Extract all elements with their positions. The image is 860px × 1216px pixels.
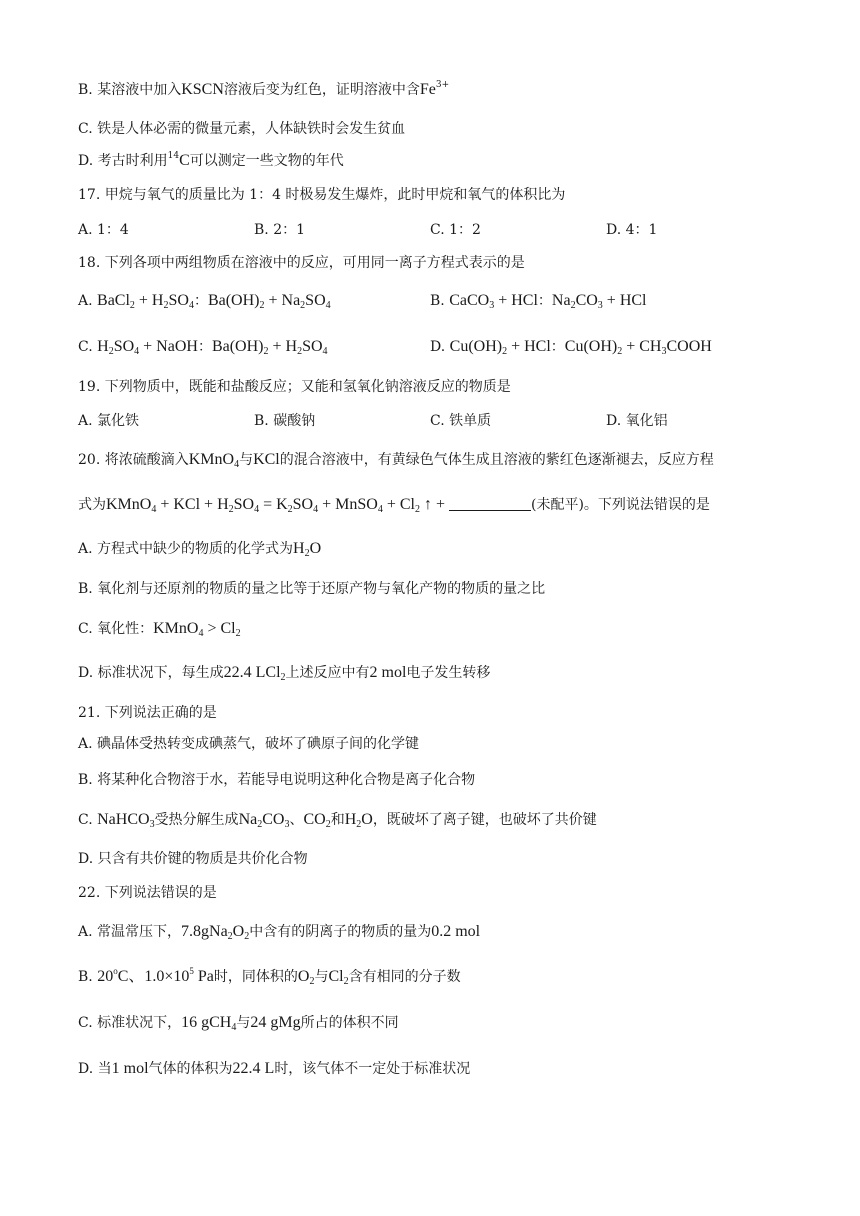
formula: BaCl$_2$ + $H_2SO_4$ [97, 292, 194, 311]
q17-option-b: B. 2：1 [254, 222, 306, 238]
q21-stem: 21. 下列说法正确的是 [78, 705, 217, 721]
q17-option-a: A. 1：4 [78, 222, 129, 238]
q19-option-b: B. 碳酸钠 [254, 413, 316, 429]
q22-option-a: A. 常温常压下，$7.8gNa_2O_2$中含有的阴离子的物质的量为0.2 mol [78, 923, 481, 942]
q20-option-b: B. 氧化剂与还原剂的物质的量之比等于还原产物与氧化产物的物质的量之比 [78, 581, 546, 597]
q21-option-d: D. 只含有共价键的物质是共价化合物 [78, 851, 308, 867]
q21-option-c: C. NaHCO$_3$受热分解生成$Na_2CO_3$、$CO_2$和$H_2O$，既破坏了离子键，也破坏了共价键 [78, 811, 597, 830]
q19-option-c: C. 铁单质 [430, 413, 492, 429]
q21-option-a: A. 碘晶体受热转变成碘蒸气，破坏了碘原子间的化学键 [78, 736, 420, 752]
q21-option-b: B. 将某种化合物溶于水，若能导电说明这种化合物是离子化合物 [78, 772, 476, 788]
q18-stem: 18. 下列各项中两组物质在溶液中的反应，可用同一离子方程式表示的是 [78, 255, 525, 271]
q18-option-b: B. CaCO$_3$ + HCl：$Na_2CO_3$ + HCl [430, 292, 647, 311]
q22-option-c: C. 标准状况下，16 gCH$_4$与24 gMg所占的体积不同 [78, 1014, 399, 1033]
q19-option-d: D. 氧化铝 [606, 413, 668, 429]
q17-option-d: D. 4：1 [606, 222, 658, 238]
q17-stem: 17. 甲烷与氧气的质量比为 1：4 时极易发生爆炸，此时甲烷和氧气的体积比为 [78, 187, 566, 203]
q22-stem: 22. 下列说法错误的是 [78, 885, 217, 901]
equation: KMnO$_4$ + KCl + $H_2SO_4 = K_2SO_4$ + MnSO$_4$ + $Cl_2$ ↑ + [106, 496, 449, 515]
q19-option-a: A. 氯化铁 [78, 413, 140, 429]
q20-stem-line1: 20. 将浓硫酸滴入KMnO$_4$与KCl的混合溶液中，有黄绿色气体生成且溶液的紫红色逐渐褪去，反应方程 [78, 451, 714, 470]
q19-stem: 19. 下列物质中，既能和盐酸反应；又能和氢氧化钠溶液反应的物质是 [78, 379, 511, 395]
q20-option-a: A. 方程式中缺少的物质的化学式为$H_2O$ [78, 540, 322, 559]
answer-blank [449, 496, 531, 511]
q22-option-d: D. 当1 mol气体的体积为22.4 L时，该气体不一定处于标准状况 [78, 1060, 471, 1077]
q22-option-b: B. 20$^o$C、$1.0\times 10^5$ Pa时，同体积的$O_2$与$Cl_2$含有相同的分子数 [78, 966, 461, 987]
q17-option-c: C. 1：2 [430, 222, 481, 238]
q20-option-d: D. 标准状况下，每生成22.4 LCl$_2$上述反应中有2 mol电子发生转移 [78, 664, 491, 683]
q16-option-d: D. 考古时利用$^{14}$C可以测定一些文物的年代 [78, 151, 344, 169]
q16-option-c: C. 铁是人体必需的微量元素，人体缺铁时会发生贫血 [78, 121, 406, 137]
q20-option-c: C. 氧化性：KMnO$_4$ > $Cl_2$ [78, 620, 241, 639]
q16-option-b: B. 某溶液中加入KSCN溶液后变为红色，证明溶液中含$Fe^{3+}$ [78, 80, 450, 98]
q18-option-a: A. BaCl$_2$ + $H_2SO_4$：$Ba(OH)_2 + Na_2SO_4$ [78, 292, 331, 311]
q18-option-d: D. $Cu(OH)_2$ + HCl：$Cu(OH)_2$ + $CH_3COOH$ [430, 338, 712, 357]
q20-stem-line2: 式为KMnO$_4$ + KCl + $H_2SO_4 = K_2SO_4$ + MnSO$_4$ + $Cl_2$ ↑ + (未配平)。下列说法错误的是 [78, 496, 710, 515]
q18-option-c: C. $H_2SO_4$ + NaOH：$Ba(OH)_2 + H_2SO_4$ [78, 338, 328, 357]
